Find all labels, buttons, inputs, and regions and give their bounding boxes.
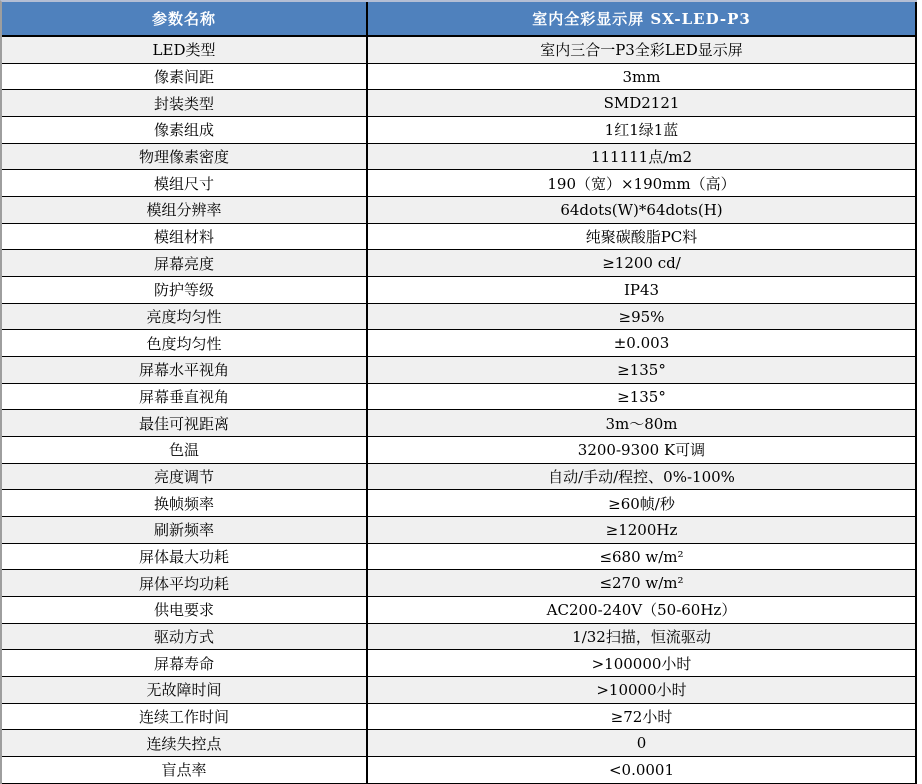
param-name-cell: 模组尺寸 <box>2 170 368 197</box>
table-row <box>2 624 917 651</box>
param-value-cell: ≥95% <box>368 304 917 331</box>
header-row <box>2 2 917 37</box>
param-name-cell: 模组分辨率 <box>2 197 368 224</box>
param-value-cell: ≥72小时 <box>368 704 917 731</box>
param-name-cell: 供电要求 <box>2 597 368 624</box>
table-row <box>2 464 917 491</box>
param-name-cell: 无故障时间 <box>2 677 368 704</box>
table-row <box>2 117 917 144</box>
param-value-cell: 纯聚碳酸脂PC料 <box>368 224 917 251</box>
header-cell-product-title: 室内全彩显示屏 SX-LED-P3 <box>368 2 917 37</box>
param-value-cell: SMD2121 <box>368 90 917 117</box>
param-value-cell: 自动/手动/程控、0%-100% <box>368 464 917 491</box>
table-row <box>2 384 917 411</box>
param-value-cell: >100000小时 <box>368 650 917 677</box>
table-row <box>2 330 917 357</box>
param-name-cell: 屏体最大功耗 <box>2 544 368 571</box>
param-name-cell: 连续工作时间 <box>2 704 368 731</box>
param-name-cell: 物理像素密度 <box>2 144 368 171</box>
param-value-cell: ≥60帧/秒 <box>368 490 917 517</box>
param-value-cell: ≤680 w/m² <box>368 544 917 571</box>
table-row <box>2 544 917 571</box>
param-name-cell: 盲点率 <box>2 757 368 784</box>
param-name-cell: 屏幕寿命 <box>2 650 368 677</box>
param-name-cell: 屏体平均功耗 <box>2 570 368 597</box>
table-row <box>2 357 917 384</box>
param-name-cell: 驱动方式 <box>2 624 368 651</box>
table-row <box>2 224 917 251</box>
spec-table-body <box>2 37 917 784</box>
table-row <box>2 410 917 437</box>
table-row <box>2 570 917 597</box>
param-name-cell: 亮度均匀性 <box>2 304 368 331</box>
table-row <box>2 677 917 704</box>
param-value-cell: ±0.003 <box>368 330 917 357</box>
param-value-cell: 1红1绿1蓝 <box>368 117 917 144</box>
param-value-cell: 190（宽）×190mm（高） <box>368 170 917 197</box>
table-row <box>2 490 917 517</box>
param-value-cell: ≥135° <box>368 384 917 411</box>
table-row <box>2 704 917 731</box>
spec-table-head <box>2 2 917 37</box>
param-value-cell: IP43 <box>368 277 917 304</box>
param-value-cell: >10000小时 <box>368 677 917 704</box>
table-row <box>2 144 917 171</box>
table-row <box>2 64 917 91</box>
param-value-cell: 3mm <box>368 64 917 91</box>
param-value-cell: 1/32扫描，恒流驱动 <box>368 624 917 651</box>
param-name-cell: 连续失控点 <box>2 730 368 757</box>
table-row <box>2 90 917 117</box>
param-name-cell: 像素组成 <box>2 117 368 144</box>
param-name-cell: 模组材料 <box>2 224 368 251</box>
param-value-cell: 3m～80m <box>368 410 917 437</box>
param-value-cell: 111111点/m2 <box>368 144 917 171</box>
table-row <box>2 597 917 624</box>
table-row <box>2 197 917 224</box>
table-row <box>2 170 917 197</box>
param-name-cell: 色温 <box>2 437 368 464</box>
table-row <box>2 250 917 277</box>
param-name-cell: LED类型 <box>2 37 368 64</box>
param-value-cell: <0.0001 <box>368 757 917 784</box>
param-name-cell: 换帧频率 <box>2 490 368 517</box>
param-name-cell: 像素间距 <box>2 64 368 91</box>
param-name-cell: 屏幕垂直视角 <box>2 384 368 411</box>
param-name-cell: 亮度调节 <box>2 464 368 491</box>
table-row <box>2 517 917 544</box>
param-value-cell: 3200-9300 K可调 <box>368 437 917 464</box>
param-value-cell: 64dots(W)*64dots(H) <box>368 197 917 224</box>
param-value-cell: ≥1200Hz <box>368 517 917 544</box>
header-cell-param-name: 参数名称 <box>2 2 368 37</box>
param-value-cell: 0 <box>368 730 917 757</box>
table-row <box>2 757 917 784</box>
param-value-cell: AC200-240V（50-60Hz） <box>368 597 917 624</box>
param-value-cell: ≤270 w/m² <box>368 570 917 597</box>
param-name-cell: 封装类型 <box>2 90 368 117</box>
param-value-cell: ≥1200 cd/ <box>368 250 917 277</box>
table-row <box>2 304 917 331</box>
table-row <box>2 730 917 757</box>
param-name-cell: 色度均匀性 <box>2 330 368 357</box>
param-name-cell: 刷新频率 <box>2 517 368 544</box>
param-name-cell: 屏幕亮度 <box>2 250 368 277</box>
table-row <box>2 277 917 304</box>
table-row <box>2 437 917 464</box>
param-value-cell: 室内三合一P3全彩LED显示屏 <box>368 37 917 64</box>
table-row <box>2 650 917 677</box>
table-row <box>2 37 917 64</box>
param-name-cell: 屏幕水平视角 <box>2 357 368 384</box>
param-name-cell: 防护等级 <box>2 277 368 304</box>
param-name-cell: 最佳可视距离 <box>2 410 368 437</box>
param-value-cell: ≥135° <box>368 357 917 384</box>
